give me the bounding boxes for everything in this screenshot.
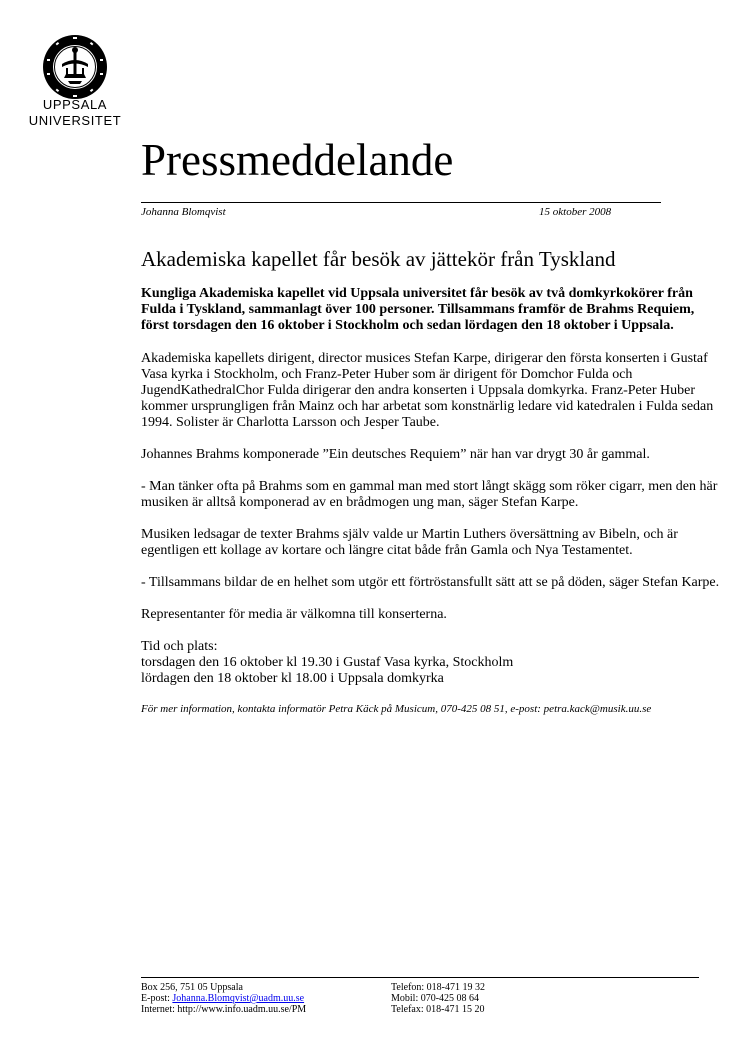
- footer-email-label: E-post:: [141, 993, 173, 1004]
- contact-info: För mer information, kontakta informatör Petra Käck på Musicum, 070-425 08 51, e-post: petra.kack@musik.uu.se: [141, 703, 652, 715]
- article-paragraph: Johannes Brahms komponerade ”Ein deutsches Requiem” när han var drygt 30 år gammal.: [141, 447, 650, 462]
- header-divider: [141, 202, 661, 203]
- article-paragraph: Representanter för media är välkomna till konserterna.: [141, 607, 447, 622]
- footer-internet: Internet: http://www.info.uadm.uu.se/PM: [141, 1004, 307, 1015]
- schedule-line: lördagen den 18 oktober kl 18.00 i Uppsala domkyrka: [141, 671, 444, 686]
- byline: [141, 205, 661, 219]
- publish-date: 15 oktober 2008: [539, 206, 612, 218]
- university-seal-icon: [42, 34, 108, 100]
- article-headline: Akademiska kapellet får besök av jättekör från Tyskland: [141, 247, 616, 271]
- page-title: Pressmeddelande: [141, 135, 454, 185]
- article-paragraph: - Man tänker ofta på Brahms som en gammal man med stort långt skägg som röker cigarr, men den här musiken är alltså komponerad av en brådmogen ung man, säger Stefan Karpe.: [141, 479, 718, 510]
- author: Johanna Blomqvist: [141, 206, 226, 218]
- article-body: [141, 246, 721, 731]
- footer-phone-block: [391, 982, 485, 1015]
- article-paragraph: Akademiska kapellets dirigent, director musices Stefan Karpe, dirigerar den första konserten i Gustaf Vasa kyrka i Stockholm, och Franz-Peter Huber som är dirigent för Domchor Fulda och JugendKathedralChor Fulda dirigerar den andra konserten i Uppsala domkyrka. Franz-Peter Huber kommer ursprungligen från Mainz och har arbetat som konstnärlig ledare vid katedralen i Fulda sedan 1994. Solister är Charlotta Larsson och Jesper Taube.: [141, 351, 714, 430]
- footer-phone: Telefon: 018-471 19 32: [391, 982, 486, 993]
- footer-address: Box 256, 751 05 Uppsala: [141, 982, 243, 993]
- university-name: [0, 97, 150, 129]
- university-name-line1: UPPSALA: [42, 97, 108, 112]
- article-paragraph: Musiken ledsagar de texter Brahms själv valde ur Martin Luthers översättning av Bibeln, och är egentligen ett kollage av kortare och längre citat både från Gamla och Nya Testamentet.: [141, 527, 678, 558]
- article-lead: Kungliga Akademiska kapellet vid Uppsala universitet får besök av två domkyrkokörer från Fulda i Tyskland, sammanlagt över 100 personer. Tillsammans framför de Brahms Requiem, först torsdagen den 16 oktober i Stockholm och sedan lördagen den 18 oktober i Uppsala.: [141, 286, 695, 333]
- footer-fax: Telefax: 018-471 15 20: [391, 1004, 485, 1015]
- footer-address-block: [141, 982, 306, 1015]
- footer-email-line: [141, 993, 306, 1004]
- schedule-heading: Tid och plats:: [141, 639, 218, 654]
- footer-mobile: Mobil: 070-425 08 64: [391, 993, 480, 1004]
- article-paragraph: - Tillsammans bildar de en helhet som utgör ett förtröstansfullt sätt att se på döden, säger Stefan Karpe.: [141, 575, 720, 590]
- university-name-line2: UNIVERSITET: [28, 113, 122, 128]
- footer-divider: [141, 977, 699, 978]
- schedule: [141, 639, 721, 687]
- footer-email-link[interactable]: Johanna.Blomqvist@uadm.uu.se: [172, 993, 305, 1004]
- schedule-line: torsdagen den 16 oktober kl 19.30 i Gustaf Vasa kyrka, Stockholm: [141, 655, 514, 670]
